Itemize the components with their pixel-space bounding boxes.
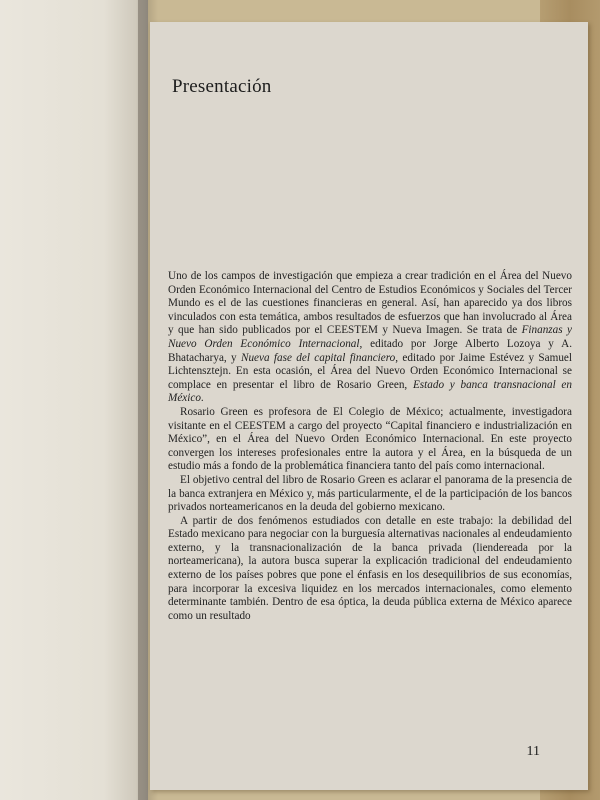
left-blank-page: [0, 0, 148, 800]
paragraph-4: [168, 515, 572, 624]
book-page: [150, 22, 588, 790]
text-run: Rosario Green es profesora de El Colegio de México; actualmente, investigadora visitante en el CEESTEM a cargo del proyecto “Capital financiero e industrialización en México”, en el Área del Nuevo Orden Económico Internacional. En este proyecto convergen los intereses profesionales entre la autora y el Área, en la búsqueda de un estudio más a fondo de la problemática financiera tanto del país como internacional.: [168, 405, 572, 473]
paragraph-3: [168, 474, 572, 515]
paragraph-2: [168, 406, 572, 474]
text-run: .: [200, 392, 204, 405]
text-run: Uno de los campos de investigación que empieza a crear tradición en el Área del Nuevo Orden Económico Internacional del Centro de Estudios Económicos y Sociales del Tercer Mundo es el de las cuestiones financieras en general. Así, han aparecido ya dos libros vinculados con esta temática, ambos resultados de esfuerzos que han involucrado al Área y que han sido publicados por el CEESTEM y Nueva Imagen. Se trata de: [168, 270, 572, 337]
book-title-italic: Nueva fase del capital financiero: [240, 351, 396, 364]
page-number: 11: [526, 744, 540, 759]
book-title-italic: Estado y banca transnacional en México: [168, 378, 572, 405]
body-text: [168, 270, 572, 623]
text-run: , editado por Jorge Alberto Lozoya y A. Bhatacharya, y: [168, 337, 572, 364]
text-run: , editado por Jaime Estévez y Samuel Lichtensztejn. En esta ocasión, el Área del Nuevo Orden Económico Internacional se complace en presentar el libro de Rosario Green,: [168, 351, 572, 391]
text-run: El objetivo central del libro de Rosario Green es aclarar el panorama de la presencia de la banca extranjera en México y, más particularmente, el de la participación de los bancos privados norteamericanos en la deuda del gobierno mexicano.: [168, 473, 572, 514]
page-title: Presentación: [172, 76, 272, 97]
book-title-italic: Finanzas y Nuevo Orden Económico Internacional: [168, 324, 572, 350]
text-run: A partir de dos fenómenos estudiados con detalle en este trabajo: la debilidad del Estado mexicano para negociar con la burguesía alternativas nacionales al endeudamiento externo, y la transnacionalización de la banca privada (liendereada por la norteamericana), la autora busca superar la explicación tradicional del endeudamiento externo de los países pobres que pone el énfasis en los desequilibrios de sus economías, para incorporar la excesiva liquidez en los mercados internacionales, como elemento determinante también. Dentro de esa óptica, la deuda pública externa de México aparece como un resultado: [168, 514, 572, 622]
paragraph-1: [168, 270, 572, 406]
